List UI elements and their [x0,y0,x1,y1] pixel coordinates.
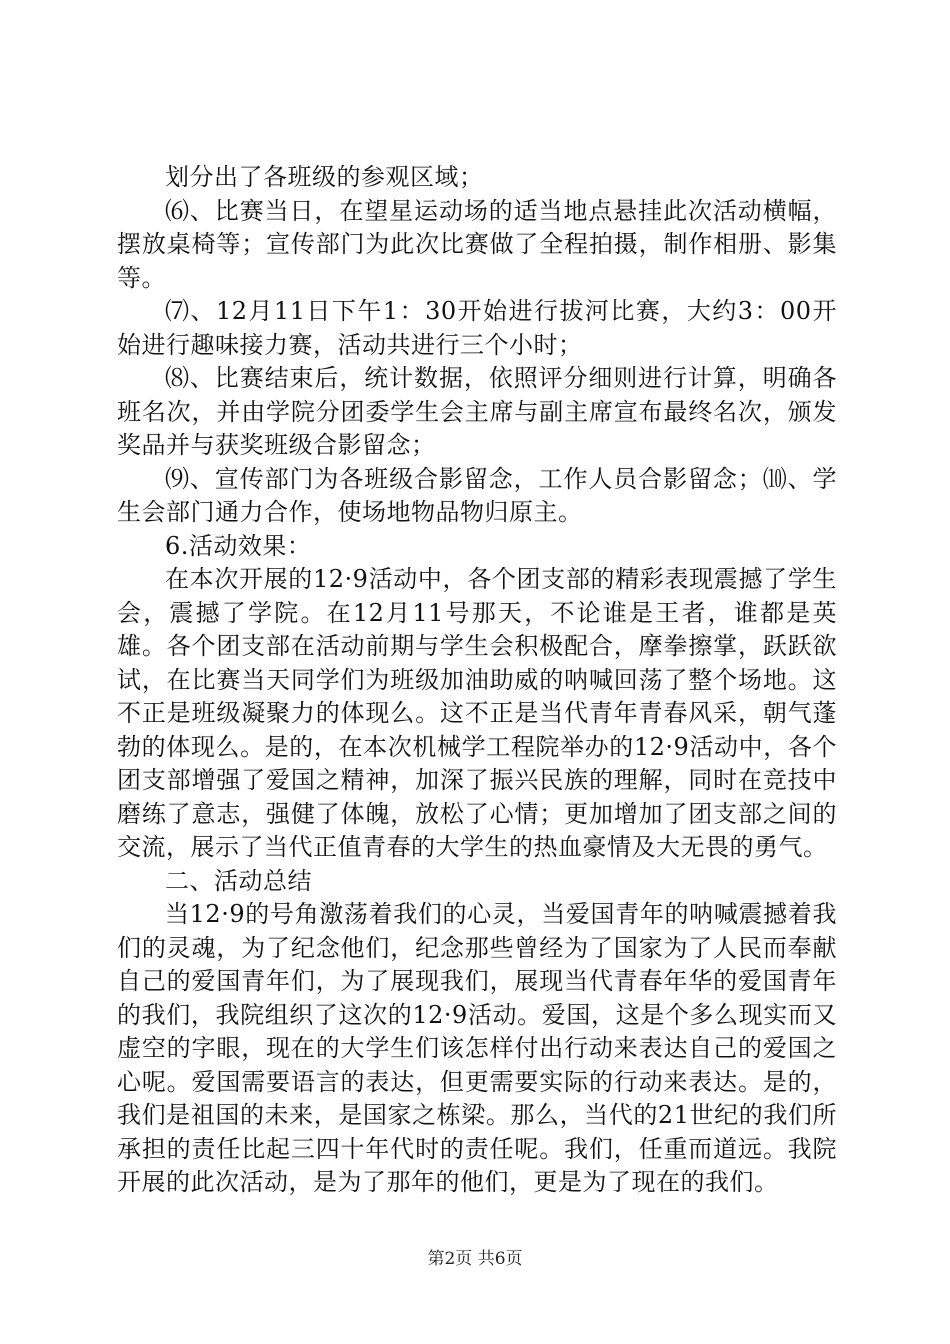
paragraph-summary: 当12·9的号角激荡着我们的心灵，当爱国青年的呐喊震撼着我们的灵魂，为了纪念他们，纪念那些曾经为了国家为了人民而奉献自己的爱国青年们，为了展现我们，展现当代青春年华的爱国青年的我们，我院组织了这次的12·9活动。爱国，这是个多么现实而又虚空的字眼，现在的大学生们该怎样付出行动来表达自己的爱国之心呢。爱国需要语言的表达，但更需要实际的行动来表达。是的，我们是祖国的未来，是国家之栋梁。那么，当代的21世纪的我们所承担的责任比起三四十年代时的责任呢。我们，任重而道远。我院开展的此次活动，是为了那年的他们，更是为了现在的我们。 [117,900,837,1196]
paragraph-4: ⑻、比赛结束后，统计数据，依照评分细则进行计算，明确各班名次，并由学院分团委学生会主席与副主席宣布最终名次，颁发奖品并与获奖班级合影留念； [117,364,837,459]
section-heading-summary: 二、活动总结 [165,866,312,895]
paragraph-1: 划分出了各班级的参观区域； [165,163,484,191]
paragraph-3: ⑺、12月11日下午1：30开始进行拔河比赛，大约3：00开始进行趣味接力赛，活动共进行三个小时； [117,297,837,359]
paragraph-2: ⑹、比赛当日，在望星运动场的适当地点悬挂此次活动横幅，摆放桌椅等；宣传部门为此次比赛做了全程拍摄，制作相册、影集等。 [117,196,837,292]
body-text [117,161,837,1200]
section-heading-activity-effect: 6.活动效果： [165,531,312,560]
paragraph-activity-effect: 在本次开展的12·9活动中，各个团支部的精彩表现震撼了学生会，震撼了学院。在12月11号那天，不论谁是王者，谁都是英雄。各个团支部在活动前期与学生会积极配合，摩拳擦掌，跃跃欲试，在比赛当天同学们为班级加油助威的呐喊回荡了整个场地。这不正是班级凝聚力的体现么。这不正是当代青年青春风采，朝气蓬勃的体现么。是的，在本次机械学工程院举办的12·9活动中，各个团支部增强了爱国之精神，加深了振兴民族的理解，同时在竞技中磨练了意志，强健了体魄，放松了心情；更加增加了团支部之间的交流，展示了当代正值青春的大学生的热血豪情及大无畏的勇气。 [117,565,837,861]
page-footer: 第2页 共6页 [427,1249,523,1269]
paragraph-5: ⑼、宣传部门为各班级合影留念，工作人员合影留念；⑽、学生会部门通力合作，使场地物品物归原主。 [117,464,837,526]
